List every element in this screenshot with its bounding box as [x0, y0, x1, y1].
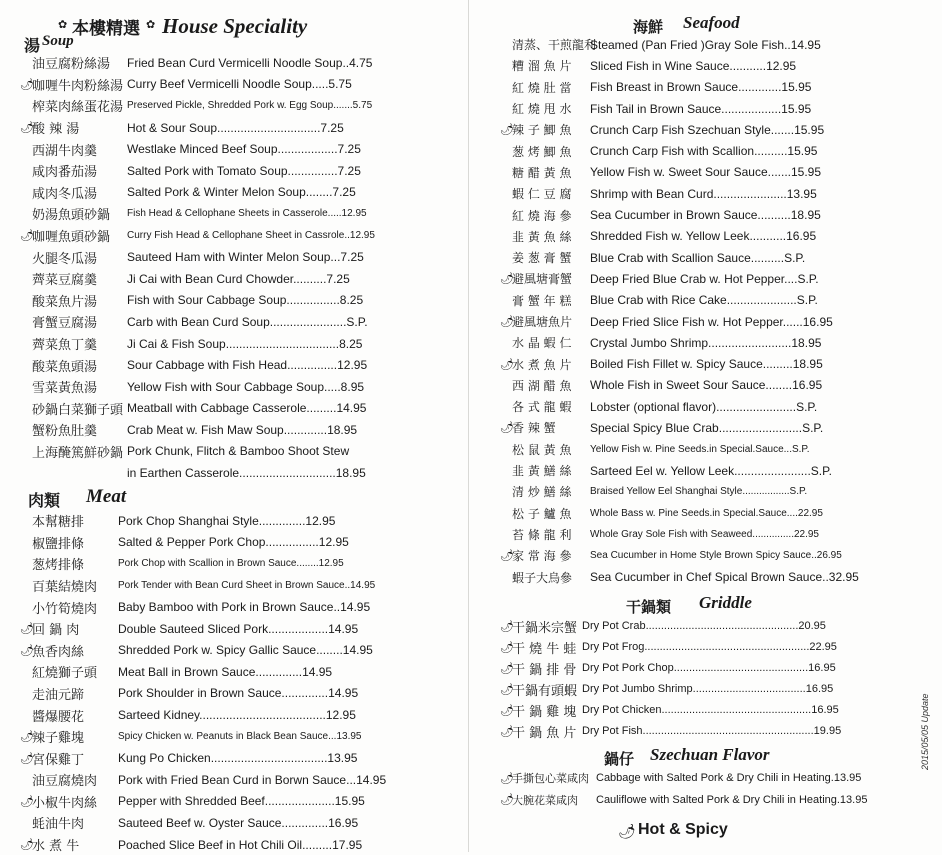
menu-item-name-zh: 醬爆腰花 [32, 709, 85, 725]
menu-item-name-zh: 走油元蹄 [32, 687, 85, 703]
menu-item-name-zh: 辣 子 鯽 魚 [512, 123, 572, 138]
meat-list [20, 510, 390, 855]
menu-item-name-zh: 小椒牛肉絲 [32, 795, 98, 811]
menu-item-name-en: Salted & Pepper Pork Chop................12.95 [118, 535, 349, 550]
menu-item-name-zh: 紅 燒 肚 當 [512, 80, 572, 95]
menu-item [500, 566, 890, 587]
menu-item [20, 268, 390, 290]
menu-item [20, 510, 390, 532]
menu-item-name-zh: 糟 溜 魚 片 [512, 59, 572, 74]
menu-item [500, 439, 890, 460]
chili-pepper-icon: 🌶 [500, 704, 514, 717]
menu-item-name-en: in Earthen Casserole.............................18.95 [127, 466, 366, 481]
chili-pepper-icon: 🌶 [500, 683, 514, 696]
menu-item [500, 353, 890, 374]
menu-item [20, 575, 390, 597]
menu-item-name-zh: 手撕包心菜咸肉 [512, 772, 589, 786]
menu-item-name-zh: 葱烤排條 [32, 558, 85, 574]
menu-item [500, 679, 890, 700]
menu-item [20, 95, 390, 117]
menu-item-name-en: Kung Po Chicken...................................13.95 [118, 751, 358, 766]
menu-item-name-zh: 避風塘魚片 [512, 315, 573, 329]
menu-item-name-zh: 咖喱魚頭砂鍋 [32, 230, 111, 246]
menu-item-name-en: Curry Beef Vermicelli Noodle Soup.....5.75 [127, 77, 352, 92]
menu-item-name-zh: 本幫糖排 [32, 515, 85, 531]
menu-item-name-zh: 榨菜肉絲蛋花湯 [32, 100, 124, 116]
griddle-header-zh: 干鍋類 [626, 597, 672, 616]
star-icon: ✿ [58, 19, 68, 31]
menu-item [20, 160, 390, 182]
menu-item-name-zh: 干 鍋 排 骨 [512, 662, 577, 678]
menu-item [500, 162, 890, 183]
menu-item-name-en: Baby Bamboo with Pork in Brown Sauce..14.95 [118, 600, 371, 615]
menu-item-name-en: Blue Crab with Rice Cake.....................S.P. [590, 293, 818, 308]
menu-item-name-en: Sarteed Eel w. Yellow Leek.......................S.P. [590, 463, 832, 478]
seafood-header [500, 0, 890, 34]
menu-item [20, 225, 390, 247]
menu-item [20, 812, 390, 834]
menu-item-name-zh: 砂鍋白菜獅子頭 [32, 402, 124, 418]
menu-item-name-en: Special Spicy Blue Crab.........................S.P. [590, 420, 824, 435]
star-icon: ✿ [146, 19, 156, 31]
menu-item [500, 768, 890, 790]
menu-item-name-zh: 清蒸、干煎龍利 [512, 38, 597, 53]
menu-item-name-zh: 蝦子大烏參 [512, 570, 573, 585]
menu-item-name-zh: 油豆腐粉絲湯 [32, 57, 111, 73]
chili-pepper-icon: 🌶 [500, 794, 514, 807]
menu-item [500, 789, 890, 811]
menu-item-name-en: Spicy Chicken w. Peanuts in Black Bean Sauce...13.95 [118, 731, 362, 743]
menu-item-name-en: Ji Cai & Fish Soup..................................8.25 [127, 336, 363, 351]
menu-item-name-en: Fish Head & Cellophane Sheets in Casserole.....12.95 [127, 208, 367, 220]
menu-item-name-zh: 大腕花菜咸肉 [512, 793, 578, 807]
menu-item [20, 791, 390, 813]
menu-item-name-en: Hot & Sour Soup...............................7.25 [127, 120, 344, 135]
menu-item-name-en: Pork Tender with Bean Curd Sheet in Brown Sauce..14.95 [118, 579, 376, 591]
menu-item [20, 639, 390, 661]
menu-item [20, 398, 390, 420]
menu-item [20, 376, 390, 398]
meat-header-zh: 肉類 [28, 490, 61, 510]
menu-item-name-zh: 香 辣 蟹 [512, 421, 556, 436]
menu-item [500, 721, 890, 742]
soup-header-en: Soup [42, 33, 74, 49]
menu-item-name-zh: 薺菜豆腐羹 [32, 273, 98, 289]
menu-item [500, 98, 890, 119]
menu-item-name-zh: 水 煮 魚 片 [512, 357, 572, 372]
menu-item-name-en: Pepper with Shredded Beef.....................15.95 [118, 794, 365, 809]
chili-pepper-icon: 🌶 [20, 752, 34, 765]
menu-item-name-en: Yellow Fish w. Pine Seeds.in Special.Sauce...S.P. [590, 443, 810, 455]
soup-header-zh: 湯 [24, 36, 41, 55]
menu-item-name-en: Cauliflowe with Salted Pork & Dry Chili in Heating.13.95 [596, 793, 868, 806]
menu-item-name-zh: 水 晶 蝦 仁 [512, 336, 572, 351]
menu-item-name-zh: 松 子 鱸 魚 [512, 506, 572, 521]
menu-item [20, 462, 390, 484]
menu-item-name-zh: 韭 黃 魚 絲 [512, 229, 572, 244]
chili-pepper-icon: 🌶 [500, 662, 514, 675]
seafood-header-en: Seafood [683, 13, 740, 32]
menu-item-name-en: Shredded Pork w. Spicy Gallic Sauce........14.95 [118, 643, 373, 658]
menu-item-name-en: Crystal Jumbo Shrimp.........................18.95 [590, 335, 822, 350]
chili-pepper-icon: 🌶 [500, 422, 514, 435]
menu-item-name-zh: 家 常 海 參 [512, 549, 572, 564]
chili-pepper-icon: 🌶 [20, 795, 34, 808]
menu-item-name-zh: 苔 條 龍 利 [512, 527, 572, 542]
menu-item-name-en: Sea Cucumber in Chef Spical Brown Sauce..32.95 [590, 570, 859, 585]
menu-item-name-zh: 清 炒 鱔 絲 [512, 485, 572, 500]
menu-item-name-zh: 糖 醋 黃 魚 [512, 165, 572, 180]
menu-item-name-zh: 水 煮 牛 [32, 839, 80, 855]
chili-pepper-icon: 🌶 [500, 725, 514, 738]
menu-item-name-en: Steamed (Pan Fried )Gray Sole Fish..14.95 [590, 37, 821, 52]
menu-item-name-en: Sauteed Beef w. Oyster Sauce..............16.95 [118, 815, 359, 830]
menu-item-name-zh: 避風塘膏蟹 [512, 272, 573, 287]
menu-item-name-zh: 蝦 仁 豆 腐 [512, 187, 572, 202]
menu-item-name-en: Fried Bean Curd Vermicelli Noodle Soup..4.75 [127, 55, 373, 70]
chili-pepper-icon: 🌶 [20, 78, 34, 91]
menu-item [500, 616, 890, 637]
menu-item-name-en: Dry Pot Frog......................................................22.95 [582, 641, 837, 654]
menu-item [500, 396, 890, 417]
menu-item-name-zh: 椒鹽排條 [32, 536, 85, 552]
spicy-legend-label: Hot & Spicy [638, 820, 728, 838]
menu-item-name-zh: 姜 葱 膏 蟹 [512, 251, 572, 266]
menu-item-name-en: Poached Slice Beef in Hot Chili Oil.........17.95 [118, 837, 363, 852]
menu-item-name-en: Meat Ball in Brown Sauce..............14.95 [118, 664, 333, 679]
menu-item [500, 417, 890, 438]
chili-pepper-icon: 🌶 [20, 623, 34, 636]
menu-item-name-zh: 奶湯魚頭砂鍋 [32, 208, 111, 224]
menu-item [20, 747, 390, 769]
griddle-header-en: Griddle [699, 592, 752, 612]
menu-item-name-zh: 干鍋有頭蝦 [512, 683, 578, 699]
menu-item-name-en: Boiled Fish Fillet w. Spicy Sauce.........18.95 [590, 357, 823, 372]
menu-item-name-zh: 干 鍋 雞 塊 [512, 704, 577, 720]
menu-item-name-en: Sea Cucumber in Home Style Brown Spicy Sauce..26.95 [590, 550, 842, 562]
menu-item [20, 117, 390, 139]
meat-header-en: Meat [86, 485, 127, 507]
soup-list [20, 52, 390, 484]
menu-item-name-zh: 咸肉冬瓜湯 [32, 186, 98, 202]
menu-item-name-en: Crab Meat w. Fish Maw Soup.............18.95 [127, 422, 358, 437]
chili-pepper-icon: 🌶 [20, 839, 34, 852]
chili-pepper-icon: 🌶 [500, 273, 514, 286]
menu-item [20, 531, 390, 553]
menu-item-name-en: Salted Pork & Winter Melon Soup........7.25 [127, 185, 356, 200]
menu-item-name-zh: 干 燒 牛 蛙 [512, 641, 577, 657]
menu-item-name-zh: 宮保雞丁 [32, 752, 85, 768]
menu-item-name-zh: 蟹粉魚肚羹 [32, 424, 98, 440]
menu-item [20, 52, 390, 74]
menu-item [20, 203, 390, 225]
menu-item-name-zh: 各 式 龍 蝦 [512, 400, 572, 415]
menu-item [500, 247, 890, 268]
menu-item [500, 545, 890, 566]
menu-item [20, 618, 390, 640]
update-date: 2015/05/05 Update [920, 693, 930, 770]
chili-pepper-icon: 🌶 [500, 641, 514, 654]
menu-item-name-en: Dry Pot Pork Chop............................................16.95 [582, 662, 836, 675]
menu-item-name-zh: 辣子雞塊 [32, 731, 85, 747]
menu-item-name-zh: 酸菜魚頭湯 [32, 359, 98, 375]
menu-item-name-zh: 蚝油牛肉 [32, 817, 85, 833]
menu-item-name-zh: 膏 蟹 年 糕 [512, 293, 572, 308]
menu-item-name-en: Crunch Carp Fish Szechuan Style.......15.95 [590, 122, 825, 137]
menu-item-name-en: Fish with Sour Cabbage Soup................8.25 [127, 293, 364, 308]
menu-item-name-en: Meatball with Cabbage Casserole.........14.95 [127, 401, 367, 416]
menu-item-name-zh: 紅 燒 甩 水 [512, 102, 572, 117]
menu-item [500, 332, 890, 353]
chili-pepper-icon: 🌶 [500, 550, 514, 563]
menu-item-name-en: Pork Chunk, Flitch & Bamboo Shoot Stew [127, 444, 350, 459]
menu-item-name-en: Preserved Pickle, Shredded Pork w. Egg Soup.......5.75 [127, 100, 373, 112]
menu-item-name-zh: 西 湖 醋 魚 [512, 378, 572, 393]
menu-item-name-en: Fish Tail in Brown Sauce..................15.95 [590, 101, 812, 116]
meat-header [20, 484, 390, 510]
menu-item [20, 246, 390, 268]
menu-item [20, 419, 390, 441]
menu-item-name-zh: 韭 黃 鱔 絲 [512, 464, 572, 479]
menu-item-name-en: Pork Shoulder in Brown Sauce..............14.95 [118, 686, 359, 701]
menu-item-name-zh: 干鍋米宗蟹 [512, 620, 578, 636]
menu-item-name-zh: 干 鍋 魚 片 [512, 725, 577, 741]
chili-pepper-icon: 🌶 [500, 620, 514, 633]
menu-item [500, 637, 890, 658]
menu-item-name-en: Crunch Carp Fish with Scallion..........15.95 [590, 144, 818, 159]
menu-item-name-en: Whole Fish in Sweet Sour Sauce........16.95 [590, 378, 823, 393]
menu-item [20, 354, 390, 376]
menu-item [20, 553, 390, 575]
menu-item [500, 290, 890, 311]
menu-item-name-en: Deep Fried Blue Crab w. Hot Pepper....S.P. [590, 271, 819, 286]
szechuan-header [500, 742, 890, 768]
menu-item-name-zh: 咖喱牛肉粉絲湯 [32, 78, 124, 94]
menu-item [20, 769, 390, 791]
menu-item-name-zh: 膏蟹豆腐湯 [32, 316, 98, 332]
menu-item [500, 55, 890, 76]
menu-item [20, 683, 390, 705]
menu-item [500, 226, 890, 247]
menu-item [500, 268, 890, 289]
menu-item-name-zh: 魚香肉絲 [32, 644, 85, 660]
menu-item-name-zh: 回 鍋 肉 [32, 623, 80, 639]
seafood-list [500, 34, 890, 588]
menu-item [500, 524, 890, 545]
menu-item-name-en: Sarteed Kidney......................................12.95 [118, 708, 356, 723]
chili-pepper-icon: 🌶 [618, 822, 636, 839]
menu-item-name-en: Sea Cucumber in Brown Sauce..........18.95 [590, 208, 821, 223]
menu-item-name-en: Double Sauteed Sliced Pork..................14.95 [118, 621, 359, 636]
menu-item-name-zh: 火腿冬瓜湯 [32, 251, 98, 267]
menu-item-name-zh: 雪菜黃魚湯 [32, 381, 98, 397]
chili-pepper-icon: 🌶 [500, 124, 514, 137]
menu-item [500, 375, 890, 396]
szechuan-header-en: Szechuan Flavor [650, 744, 770, 764]
menu-item-name-zh: 葱 烤 鯽 魚 [512, 144, 572, 159]
menu-item-name-en: Westlake Minced Beef Soup..................7.25 [127, 142, 361, 157]
menu-item [20, 704, 390, 726]
menu-item [20, 138, 390, 160]
menu-item [500, 140, 890, 161]
menu-item [500, 34, 890, 55]
menu-item-name-en: Sauteed Ham with Winter Melon Soup...7.25 [127, 250, 364, 265]
chili-pepper-icon: 🌶 [20, 230, 34, 243]
menu-item-name-zh: 咸肉番茄湯 [32, 165, 98, 181]
chili-pepper-icon: 🌶 [20, 122, 34, 135]
menu-item [500, 119, 890, 140]
spicy-legend [500, 815, 890, 845]
menu-item-name-en: Pork Chop with Scallion in Brown Sauce........12.95 [118, 558, 344, 570]
house-speciality-header [20, 0, 390, 55]
menu-item [500, 460, 890, 481]
szechuan-header-zh: 鍋仔 [604, 749, 635, 768]
menu-item [20, 441, 390, 463]
right-column [500, 0, 890, 845]
menu-item-name-en: Dry Pot Fish........................................................19.95 [582, 725, 842, 738]
menu-item-name-en: Carb with Bean Curd Soup.......................S.P. [127, 314, 368, 329]
menu-item-name-zh: 酸 辣 湯 [32, 122, 80, 138]
menu-item-name-en: Sour Cabbage with Fish Head...............12.95 [127, 358, 368, 373]
menu-item-name-en: Whole Bass w. Pine Seeds.in Special.Sauce....22.95 [590, 507, 823, 519]
menu-item-name-en: Dry Pot Crab..................................................20.95 [582, 620, 826, 633]
menu-item-name-zh: 上海醃篤鮮砂鍋 [32, 445, 124, 461]
menu-item-name-zh: 西湖牛肉羹 [32, 143, 98, 159]
house-title-en: House Speciality [162, 14, 308, 38]
menu-item-name-en: Shrimp with Bean Curd......................13.95 [590, 186, 817, 201]
left-column [20, 0, 390, 855]
menu-item [500, 204, 890, 225]
menu-item-name-en: Lobster (optional flavor)........................S.P. [590, 399, 818, 414]
menu-item-name-en: Whole Gray Sole Fish with Seaweed...............22.95 [590, 528, 819, 540]
page-fold [468, 0, 469, 852]
chili-pepper-icon: 🌶 [500, 316, 514, 328]
menu-item-name-en: Curry Fish Head & Cellophane Sheet in Cassrole..12.95 [127, 230, 375, 242]
chili-pepper-icon: 🌶 [500, 358, 514, 371]
menu-item-name-en: Fish Breast in Brown Sauce.............15.95 [590, 80, 812, 95]
griddle-header [500, 588, 890, 616]
menu-item [500, 503, 890, 524]
menu-item [20, 726, 390, 748]
menu-item [500, 658, 890, 679]
menu-item-name-en: Pork Chop Shanghai Style..............12.95 [118, 513, 336, 528]
menu-item [20, 311, 390, 333]
menu-item-name-en: Shredded Fish w. Yellow Leek...........16.95 [590, 229, 817, 244]
chili-pepper-icon: 🌶 [500, 772, 514, 785]
menu-item-name-en: Ji Cai with Bean Curd Chowder..........7.25 [127, 271, 350, 286]
menu-item [20, 74, 390, 96]
menu-item-name-en: Dry Pot Jumbo Shrimp.....................................16.95 [582, 683, 834, 696]
menu-item-name-zh: 百葉結燒肉 [32, 579, 98, 595]
chili-pepper-icon: 🌶 [20, 731, 34, 744]
chili-pepper-icon: 🌶 [20, 644, 34, 657]
house-title-zh: 本樓精選 [72, 19, 140, 39]
menu-item-name-zh: 松 鼠 黃 魚 [512, 442, 572, 457]
menu-item [500, 700, 890, 721]
szechuan-list [500, 768, 890, 811]
menu-item-name-zh: 薺菜魚丁羹 [32, 338, 98, 354]
menu-item-name-en: Braised Yellow Eel Shanghai Style.................S.P. [590, 486, 808, 498]
menu-item [500, 183, 890, 204]
menu-item-name-en: Yellow Fish with Sour Cabbage Soup.....8.95 [127, 379, 365, 394]
menu-item [20, 596, 390, 618]
menu-item [500, 77, 890, 98]
menu-item [500, 311, 890, 332]
menu-item-name-zh: 紅 燒 海 參 [512, 208, 572, 223]
menu-item-name-zh: 小竹筍燒肉 [32, 601, 98, 617]
menu-item-name-zh: 油豆腐燒肉 [32, 774, 98, 790]
menu-item-name-en: Pork with Fried Bean Curd in Borwn Sauce...14.95 [118, 772, 387, 787]
menu-item [20, 290, 390, 312]
menu-item [20, 661, 390, 683]
menu-item-name-zh: 酸菜魚片湯 [32, 294, 98, 310]
menu-item-name-en: Deep Fried Slice Fish w. Hot Pepper......16.95 [590, 314, 833, 329]
menu-item-name-zh: 紅燒獅子頭 [32, 666, 98, 682]
menu-item [500, 481, 890, 502]
menu-item-name-en: Sliced Fish in Wine Sauce...........12.95 [590, 58, 797, 73]
menu-item-name-en: Cabbage with Salted Pork & Dry Chili in Heating.13.95 [596, 772, 862, 785]
seafood-header-zh: 海鮮 [633, 18, 664, 36]
menu-item [20, 333, 390, 355]
menu-item [20, 182, 390, 204]
menu-item-name-en: Dry Pot Chicken.................................................16.95 [582, 704, 839, 717]
griddle-list [500, 616, 890, 742]
menu-item-name-en: Salted Pork with Tomato Soup...............7.25 [127, 163, 361, 178]
menu-item-name-en: Yellow Fish w. Sweet Sour Sauce.......15.95 [590, 165, 822, 180]
menu-item-name-en: Blue Crab with Scallion Sauce..........S.P. [590, 250, 806, 265]
